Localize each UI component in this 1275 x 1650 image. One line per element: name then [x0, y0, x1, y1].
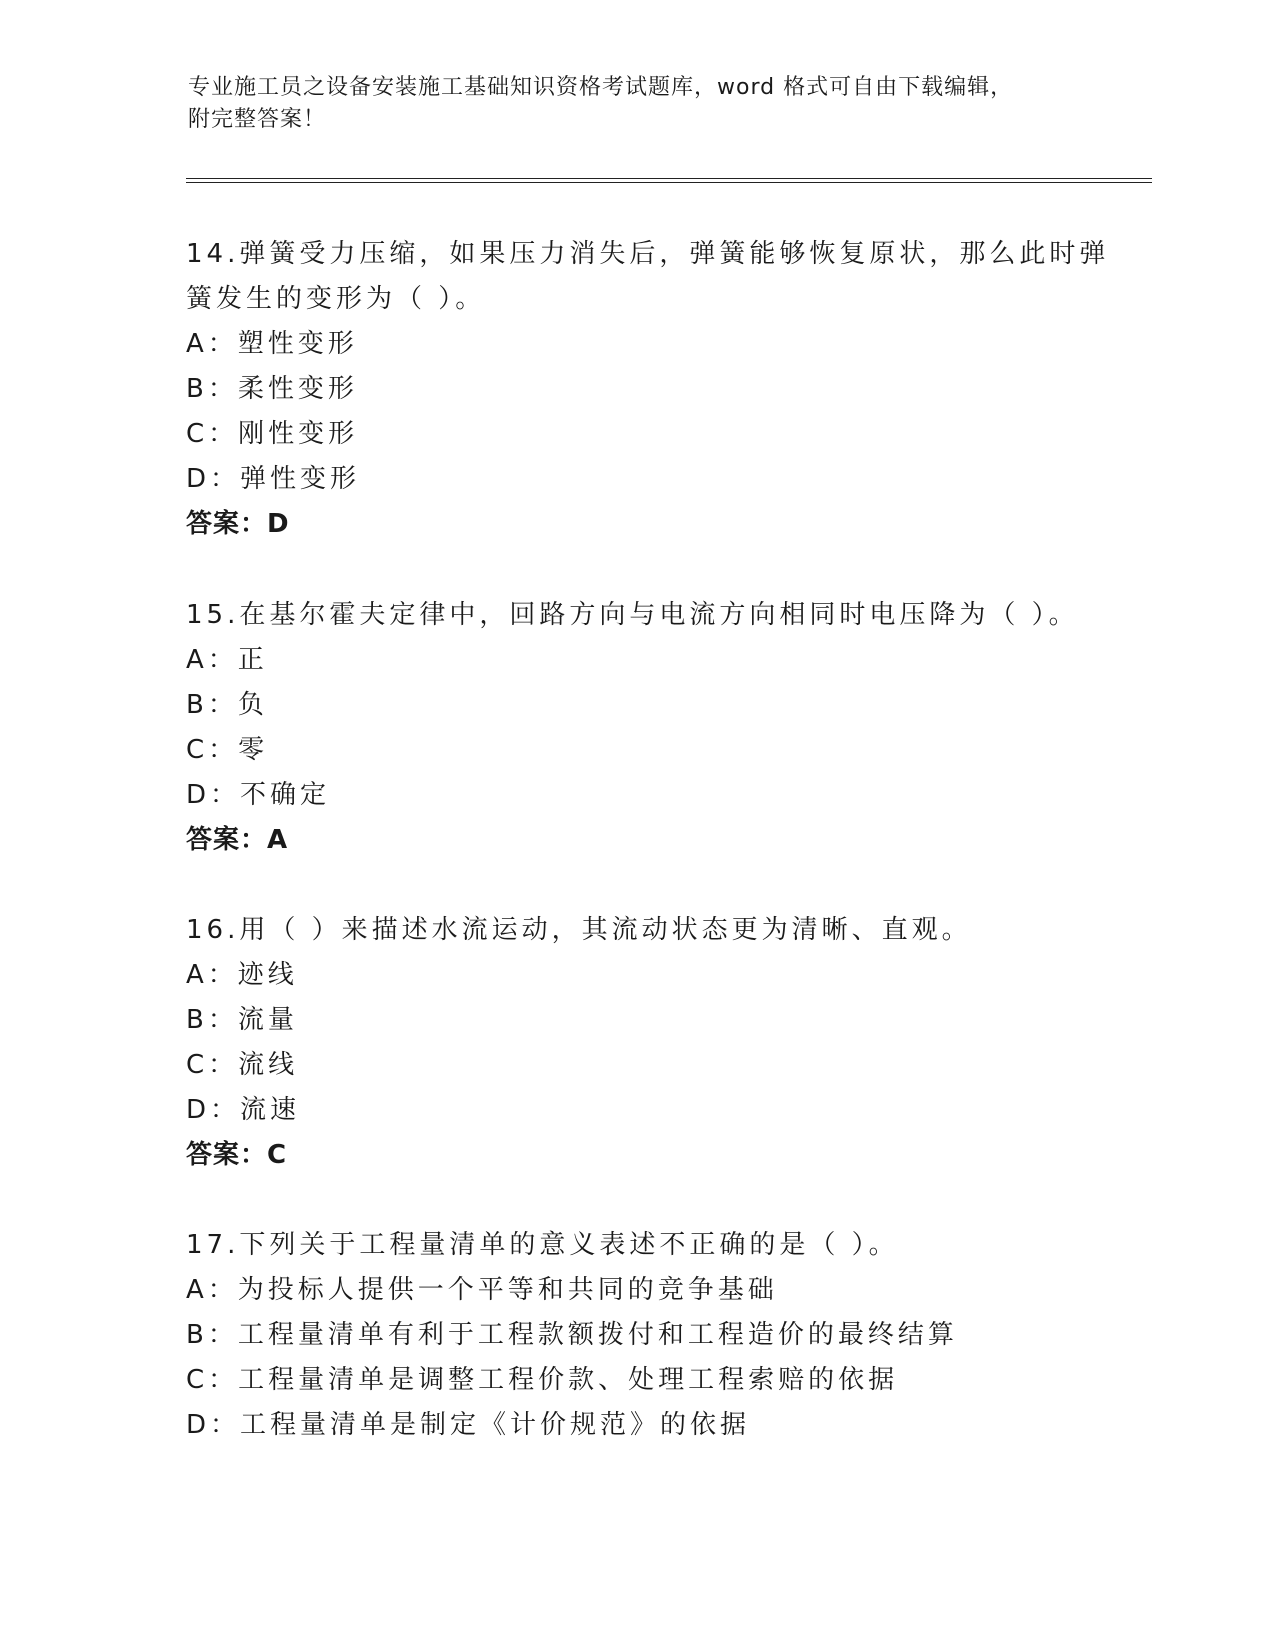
question-15-option-c: C：零	[186, 735, 269, 765]
question-14-option-b: B：柔性变形	[186, 374, 358, 404]
question-16-option-a: A：迹线	[186, 960, 298, 990]
header-rule-top	[186, 178, 1152, 179]
header-rule-bottom	[186, 182, 1152, 183]
question-16-option-d: D：流速	[186, 1095, 301, 1125]
question-17-option-a: A：为投标人提供一个平等和共同的竞争基础	[186, 1275, 778, 1305]
question-15-option-a: A：正	[186, 645, 268, 675]
header-line-2: 附完整答案！	[188, 107, 327, 132]
question-14-option-a: A：塑性变形	[186, 329, 358, 359]
question-14-stem-line-2: 簧发生的变形为（ ）。	[186, 284, 486, 314]
header-line-1: 专业施工员之设备安装施工基础知识资格考试题库，word 格式可自由下载编辑，	[188, 75, 1014, 100]
question-17-option-d: D：工程量清单是制定《计价规范》的依据	[186, 1410, 751, 1440]
question-14-stem-line-1: 14.弹簧受力压缩，如果压力消失后，弹簧能够恢复原状，那么此时弹	[186, 239, 1110, 269]
question-15-answer: 答案：A	[186, 825, 289, 855]
question-15-option-b: B：负	[186, 690, 268, 720]
question-14-answer: 答案：D	[186, 509, 290, 539]
question-15-option-d: D：不确定	[186, 780, 331, 810]
question-14-option-c: C：刚性变形	[186, 419, 359, 449]
question-15-stem: 15.在基尔霍夫定律中，回路方向与电流方向相同时电压降为（ ）。	[186, 600, 1079, 630]
question-16-option-c: C：流线	[186, 1050, 299, 1080]
question-17-option-b: B：工程量清单有利于工程款额拨付和工程造价的最终结算	[186, 1320, 958, 1350]
question-16-option-b: B：流量	[186, 1005, 298, 1035]
document-header	[188, 72, 1088, 136]
question-16-answer: 答案：C	[186, 1140, 288, 1170]
question-16-stem: 16.用（ ）来描述水流运动，其流动状态更为清晰、直观。	[186, 915, 972, 945]
question-14-option-d: D：弹性变形	[186, 464, 361, 494]
question-17-stem: 17.下列关于工程量清单的意义表述不正确的是（ ）。	[186, 1230, 899, 1260]
question-17-option-c: C：工程量清单是调整工程价款、处理工程索赔的依据	[186, 1365, 899, 1395]
